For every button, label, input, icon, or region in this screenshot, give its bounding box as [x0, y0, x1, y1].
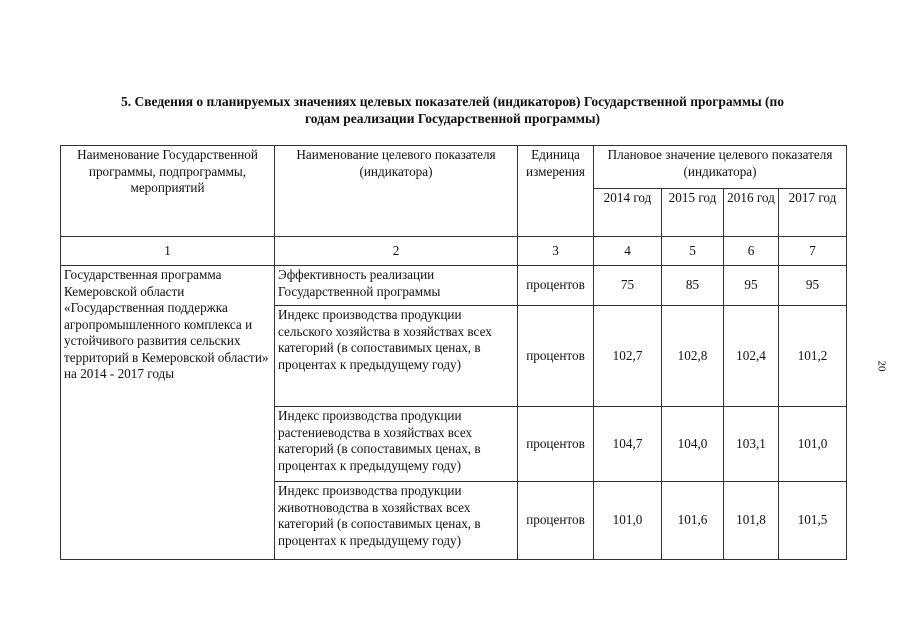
index-cell: 7 — [779, 237, 847, 266]
value-cell: 95 — [724, 266, 779, 306]
value-cell: 75 — [594, 266, 662, 306]
header-program-name: Наименование Государственной программы, подпрограммы, мероприятий — [61, 146, 275, 237]
index-cell: 1 — [61, 237, 275, 266]
title-line-2: годам реализации Государственной программы) — [304, 111, 601, 126]
indicator-cell: Индекс производства продукции растениеводства в хозяйствах всех категорий (в сопоставимых ценах, в процентах к предыдущему году) — [275, 407, 518, 482]
value-cell: 102,7 — [594, 306, 662, 407]
table-row — [61, 266, 847, 306]
header-year-2015: 2015 год — [662, 189, 724, 237]
section-title — [60, 93, 845, 127]
header-year-2014: 2014 год — [594, 189, 662, 237]
index-cell: 4 — [594, 237, 662, 266]
index-cell: 6 — [724, 237, 779, 266]
value-cell: 101,0 — [779, 407, 847, 482]
column-index-row — [61, 237, 847, 266]
index-cell: 3 — [518, 237, 594, 266]
value-cell: 101,6 — [662, 482, 724, 560]
value-cell: 104,0 — [662, 407, 724, 482]
value-cell: 85 — [662, 266, 724, 306]
header-year-2017: 2017 год — [779, 189, 847, 237]
indicator-cell: Индекс производства продукции животноводства в хозяйствах всех категорий (в сопоставимых ценах, в процентах к предыдущему году) — [275, 482, 518, 560]
value-cell: 101,2 — [779, 306, 847, 407]
index-cell: 5 — [662, 237, 724, 266]
unit-cell: процентов — [518, 266, 594, 306]
unit-cell: процентов — [518, 407, 594, 482]
value-cell: 95 — [779, 266, 847, 306]
value-cell: 101,8 — [724, 482, 779, 560]
header-year-2016: 2016 год — [724, 189, 779, 237]
unit-cell: процентов — [518, 306, 594, 407]
value-cell: 102,8 — [662, 306, 724, 407]
index-cell: 2 — [275, 237, 518, 266]
value-cell: 102,4 — [724, 306, 779, 407]
value-cell: 101,5 — [779, 482, 847, 560]
header-unit: Единица измерения — [518, 146, 594, 237]
indicator-cell: Эффективность реализации Государственной программы — [275, 266, 518, 306]
unit-cell: процентов — [518, 482, 594, 560]
header-row-1 — [61, 146, 847, 189]
indicators-table — [60, 145, 847, 560]
value-cell: 101,0 — [594, 482, 662, 560]
header-indicator-name: Наименование целевого показателя (индикатора) — [275, 146, 518, 237]
title-line-1: 5. Сведения о планируемых значениях целевых показателей (индикаторов) Государственной программы (по — [120, 94, 785, 109]
program-name-cell: Государственная программа Кемеровской области «Государственная поддержка агропромышленного комплекса и устойчивого развития сельских территорий в Кемеровской области» на 2014 - 2017 годы — [61, 266, 275, 560]
indicator-cell: Индекс производства продукции сельского хозяйства в хозяйствах всех категорий (в сопоставимых ценах, в процентах к предыдущему году) — [275, 306, 518, 407]
header-planned-value: Плановое значение целевого показателя (индикатора) — [594, 146, 847, 189]
value-cell: 103,1 — [724, 407, 779, 482]
page-number: 20 — [875, 360, 888, 372]
value-cell: 104,7 — [594, 407, 662, 482]
